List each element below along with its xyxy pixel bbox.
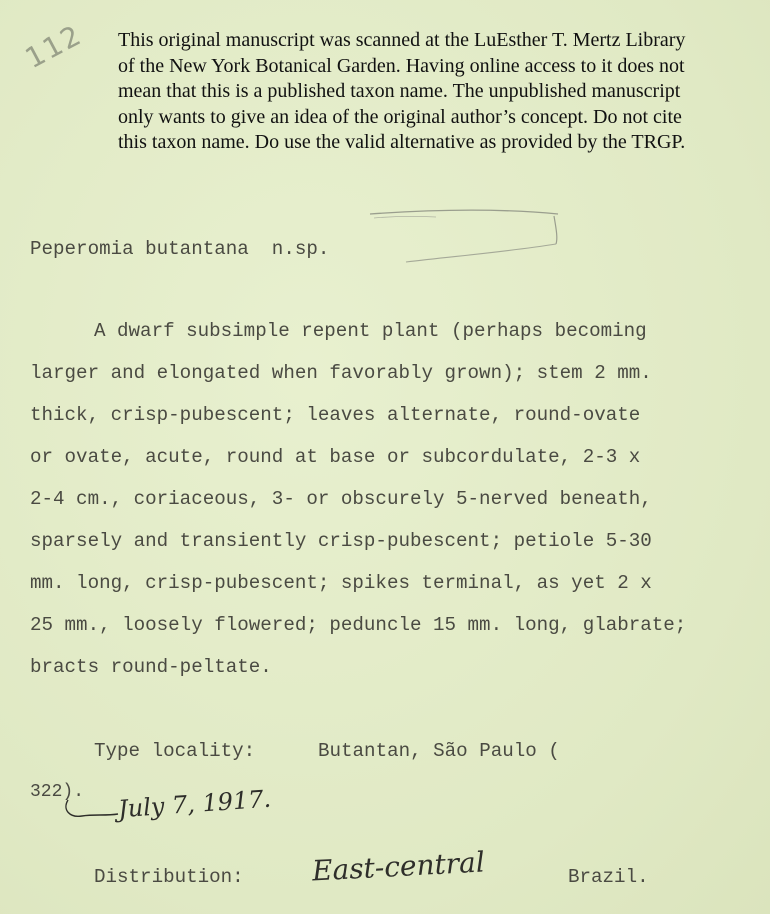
description-line: larger and elongated when favorably grown); stem 2 mm. — [30, 362, 652, 384]
description-line: or ovate, acute, round at base or subcordulate, 2-3 x — [30, 446, 641, 468]
description-line: 2-4 cm., coriaceous, 3- or obscurely 5-nerved beneath, — [30, 488, 652, 510]
margin-note: 112 — [19, 17, 88, 76]
description-line: 25 mm., loosely flowered; peduncle 15 mm. long, glabrate; — [30, 614, 687, 636]
description-line: mm. long, crisp-pubescent; spikes terminal, as yet 2 x — [30, 572, 652, 594]
description-line: A dwarf subsimple repent plant (perhaps becoming — [94, 320, 647, 342]
notice-line: this taxon name. Do use the valid alternative as provided by the TRGP. — [118, 131, 686, 153]
distribution-value: Brazil. — [568, 866, 649, 888]
ink-stroke — [62, 796, 122, 826]
distribution-label: Distribution: — [94, 866, 244, 888]
type-locality-value: Butantan, São Paulo ( — [318, 740, 560, 762]
description-line: thick, crisp-pubescent; leaves alternate, round-ovate — [30, 404, 641, 426]
pencil-scribble — [366, 208, 566, 268]
handwritten-date: July 7, 1917. — [117, 784, 272, 824]
notice-line: of the New York Botanical Garden. Having online access to it does not — [118, 54, 685, 77]
notice-line: This original manuscript was scanned at the LuEsther T. Mertz Library — [118, 29, 686, 51]
description-line: sparsely and transiently crisp-pubescent; petiole 5-30 — [30, 530, 652, 552]
distribution-handwritten: East-central — [311, 845, 486, 888]
notice-line: mean that this is a published taxon name. The unpublished manuscript — [118, 80, 681, 102]
library-notice — [118, 28, 758, 156]
notice-line: only wants to give an idea of the original author’s concept. Do not cite — [118, 105, 682, 128]
species-heading: Peperomia butantana n.sp. — [30, 238, 330, 260]
type-locality-label: Type locality: — [94, 740, 256, 762]
collection-number: 322). — [30, 782, 85, 802]
description-line: bracts round-peltate. — [30, 656, 272, 678]
